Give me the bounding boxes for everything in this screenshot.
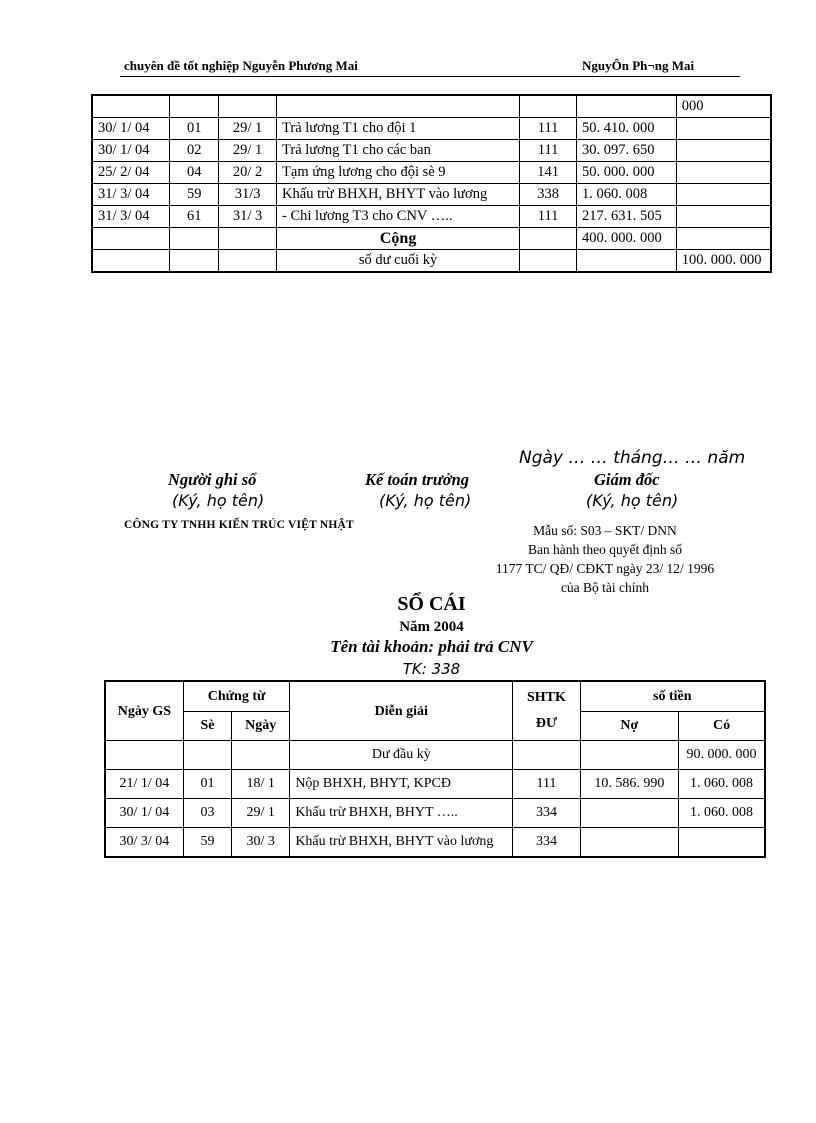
table-cell: Nộp BHXH, BHYT, KPCĐ [290, 770, 513, 799]
header-shtk-du [513, 681, 580, 741]
table-cell [676, 140, 771, 162]
table-cell: - Chi lương T3 cho CNV ….. [277, 206, 520, 228]
header-ngay: Ngày [232, 711, 290, 740]
form-code: Mẫu số: S03 – SKT/ DNN [533, 523, 677, 538]
signature-date: Ngày … … tháng… … năm [519, 448, 746, 468]
table-cell [170, 250, 219, 273]
header-co: Có [679, 711, 765, 740]
table-cell [92, 250, 170, 273]
table-cell [520, 95, 577, 118]
table-cell [219, 95, 277, 118]
table-row [92, 162, 771, 184]
signature-sub-3: (Ký, họ tên) [586, 491, 679, 510]
table-cell [676, 162, 771, 184]
table-cell: 30. 097. 650 [577, 140, 677, 162]
table-cell [577, 95, 677, 118]
table-cell [520, 228, 577, 250]
table-cell: 30/ 1/ 04 [105, 799, 183, 828]
table-cell [170, 95, 219, 118]
table-cell: Khấu trừ BHXH, BHYT vào lương [277, 184, 520, 206]
table-cell: Trả lương T1 cho các ban [277, 140, 520, 162]
table-cell: 29/ 1 [219, 140, 277, 162]
table-cell: 334 [513, 799, 580, 828]
table-row [92, 184, 771, 206]
ledger-year: Năm 2004 [399, 619, 464, 635]
header-du: ĐƯ [535, 716, 558, 731]
signature-title-recorder: Người ghi sổ [168, 470, 257, 489]
table-cell: 111 [513, 770, 580, 799]
header-dien-giai: Diễn giải [290, 681, 513, 741]
table-cell: 30/ 3 [232, 828, 290, 858]
table-row [105, 770, 765, 799]
table-cell: 61 [170, 206, 219, 228]
table-cell: 50. 000. 000 [577, 162, 677, 184]
table-row [92, 140, 771, 162]
table-cell: 10. 586. 990 [580, 770, 678, 799]
table-cell [580, 828, 678, 858]
table-cell: Trả lương T1 cho đội 1 [277, 118, 520, 140]
table-row [92, 118, 771, 140]
account-name: Tên tài khoản: phải trả CNV [330, 637, 533, 656]
table-cell: Tạm ứng lương cho đội sè 9 [277, 162, 520, 184]
header-chung-tu: Chứng từ [183, 681, 289, 711]
header-rule [120, 76, 740, 77]
table-cell [676, 228, 771, 250]
account-code: TK: 338 [402, 660, 461, 678]
table-cell: 141 [520, 162, 577, 184]
table-cell: 59 [183, 828, 231, 858]
table-cell: 111 [520, 118, 577, 140]
table-cell: Khấu trừ BHXH, BHYT vào lương [290, 828, 513, 858]
table-cell: 30/ 1/ 04 [92, 118, 170, 140]
ledger-table-top [91, 94, 772, 273]
header-ngay-gs: Ngày GS [105, 681, 183, 741]
table-cell [105, 741, 183, 770]
table-cell [580, 741, 678, 770]
table-row [92, 228, 771, 250]
form-decree-number: 1177 TC/ QĐ/ CĐKT ngày 23/ 12/ 1996 [495, 561, 715, 576]
table-cell: 000 [676, 95, 771, 118]
table-cell: 50. 410. 000 [577, 118, 677, 140]
signature-sub-2: (Ký, họ tên) [379, 491, 472, 510]
header-so-tien: số tiền [580, 681, 765, 711]
table-cell [676, 206, 771, 228]
table-cell [92, 95, 170, 118]
header-no: Nợ [580, 711, 678, 740]
table-row [92, 250, 771, 273]
table-cell [183, 741, 231, 770]
table-cell: 1. 060. 008 [679, 799, 765, 828]
table-cell: 03 [183, 799, 231, 828]
table-cell [170, 228, 219, 250]
table-cell: 25/ 2/ 04 [92, 162, 170, 184]
table-cell [92, 228, 170, 250]
company-name: CÔNG TY TNHH KIẾN TRÚC VIỆT NHẬT [124, 519, 354, 531]
table-cell [676, 184, 771, 206]
signature-sub-1: (Ký, họ tên) [172, 491, 265, 510]
table-cell: 01 [170, 118, 219, 140]
table-cell: 31/ 3 [219, 206, 277, 228]
table-row [92, 95, 771, 118]
table-cell: 02 [170, 140, 219, 162]
signature-title-chief-accountant: Kế toán trưởng [365, 470, 470, 489]
table-cell: 30/ 3/ 04 [105, 828, 183, 858]
table-cell: 31/ 3/ 04 [92, 184, 170, 206]
table-cell [577, 250, 677, 273]
table-cell: 400. 000. 000 [577, 228, 677, 250]
table-cell: 21/ 1/ 04 [105, 770, 183, 799]
table-cell: 90. 000. 000 [679, 741, 765, 770]
table-cell: 30/ 1/ 04 [92, 140, 170, 162]
table-row [105, 741, 765, 770]
table-row [105, 799, 765, 828]
form-ministry: của Bộ tài chính [560, 580, 650, 595]
table-cell: Dư đầu kỳ [290, 741, 513, 770]
header-shtk: SHTK [527, 690, 566, 705]
table-cell [679, 828, 765, 858]
table-cell: 111 [520, 206, 577, 228]
table-cell [232, 741, 290, 770]
table-cell: 1. 060. 008 [577, 184, 677, 206]
table-cell: 59 [170, 184, 219, 206]
table-cell: 1. 060. 008 [679, 770, 765, 799]
table-cell: 100. 000. 000 [676, 250, 771, 273]
page-header-right: NguyÔn Ph¬ng Mai [582, 58, 695, 73]
table-cell: Khấu trừ BHXH, BHYT ….. [290, 799, 513, 828]
table-cell: 334 [513, 828, 580, 858]
table-cell [219, 228, 277, 250]
table-cell: 111 [520, 140, 577, 162]
page-header-left: chuyên đề tốt nghiệp Nguyễn Phương Mai [124, 58, 358, 73]
ledger-title: SỔ CÁI [397, 593, 466, 615]
table-cell [513, 741, 580, 770]
table-cell: 18/ 1 [232, 770, 290, 799]
table-cell [219, 250, 277, 273]
table-cell: số dư cuối kỳ [277, 250, 520, 273]
table-cell: 29/ 1 [232, 799, 290, 828]
table-cell: 01 [183, 770, 231, 799]
table-cell [676, 118, 771, 140]
table-cell [277, 95, 520, 118]
table-cell: 31/ 3/ 04 [92, 206, 170, 228]
table-cell: 217. 631. 505 [577, 206, 677, 228]
table-row [105, 828, 765, 858]
table-row [92, 206, 771, 228]
table-cell: 31/3 [219, 184, 277, 206]
table-cell: 04 [170, 162, 219, 184]
header-se: Sè [183, 711, 231, 740]
table-cell: 20/ 2 [219, 162, 277, 184]
table-cell [520, 250, 577, 273]
ledger-table-338 [104, 680, 766, 858]
signature-title-director: Giám đốc [594, 470, 660, 489]
table-cell: 29/ 1 [219, 118, 277, 140]
form-info [440, 521, 770, 597]
form-decree: Ban hành theo quyết định số [527, 542, 683, 557]
table-cell [580, 799, 678, 828]
table-cell: 338 [520, 184, 577, 206]
table-cell: Cộng [277, 228, 520, 250]
